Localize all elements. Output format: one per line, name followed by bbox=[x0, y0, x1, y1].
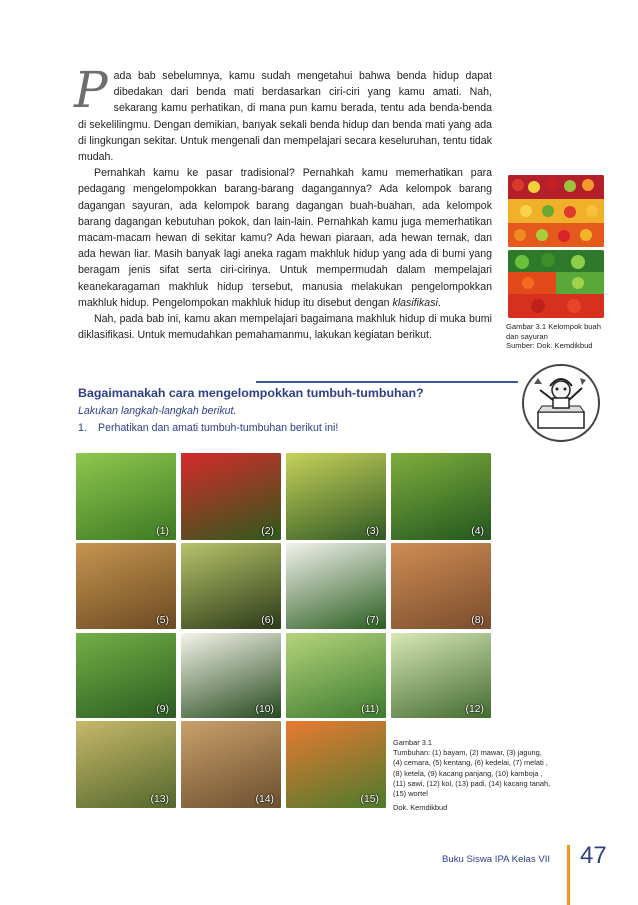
plant-photo-label: (15) bbox=[360, 794, 379, 805]
intro-text bbox=[74, 61, 492, 343]
plant-photo-14 bbox=[181, 721, 281, 808]
plant-photo-label: (10) bbox=[255, 704, 274, 715]
plant-photo-label: (8) bbox=[471, 615, 484, 626]
vegetable-piles-icon bbox=[508, 250, 604, 318]
intro-paragraph-3: Nah, pada bab ini, kamu akan mempelajari bagaimana makhluk hidup di muka bumi diklasifikasi. Untuk memudahkan pemahamanmu, lakukan kegiatan berikut. bbox=[78, 313, 492, 342]
plant-photo-1 bbox=[76, 453, 176, 540]
plant-photo-label: (4) bbox=[471, 526, 484, 537]
mascot-illustration bbox=[522, 364, 600, 442]
footer-book-title: Buku Siswa IPA Kelas VII bbox=[442, 854, 551, 865]
figure-caption-line-3: (4) cemara, (5) kentang, (6) kedelai, (7) melati , bbox=[393, 758, 548, 768]
plant-photo-13 bbox=[76, 721, 176, 808]
fruit-market-photo bbox=[508, 175, 604, 247]
plant-photo-label: (3) bbox=[366, 526, 379, 537]
plant-photo-label: (11) bbox=[361, 704, 379, 715]
figure-caption-title: Gambar 3.1 bbox=[393, 738, 433, 747]
plant-photo-10 bbox=[181, 633, 281, 718]
plant-photo-3 bbox=[286, 453, 386, 540]
intro-paragraph-1: ada bab sebelumnya, kamu sudah mengetahui bahwa benda hidup dapat dibedakan dari benda mati berdasarkan ciri-ciri yang kamu amati. Nah, sekarang kamu perhatikan, di mana pun kamu berada, tentu ada benda-benda di sekelilingmu. Dengan demikian, banyak sekali benda hidup dan benda mati yang ada di lingkungan sekitar. Untuk mengenali dan mempelajari secara keseluruhan, tentu tidak mudah. bbox=[78, 70, 492, 164]
plant-photo-11 bbox=[286, 633, 386, 718]
plant-photo-label: (9) bbox=[156, 704, 169, 715]
plant-photo-12 bbox=[391, 633, 491, 718]
vegetable-market-photo bbox=[508, 250, 604, 318]
side-caption-line-1: Gambar 3.1 Kelompok buah bbox=[506, 322, 601, 331]
side-caption-source: Sumber: Dok. Kemdikbud bbox=[506, 341, 593, 350]
fruit-piles-icon bbox=[508, 175, 604, 247]
intro-paragraph-2 bbox=[78, 165, 492, 311]
step-text: Perhatikan dan amati tumbuh-tumbuhan berikut ini! bbox=[98, 422, 339, 434]
plant-photo-label: (5) bbox=[156, 615, 169, 626]
figure-caption-line-6: (15) wortel bbox=[393, 789, 428, 799]
plant-photo-label: (13) bbox=[150, 794, 169, 805]
term-klasifikasi: klasifikasi bbox=[392, 296, 438, 309]
figure-caption bbox=[393, 738, 563, 813]
heading-rule bbox=[256, 381, 518, 383]
scientist-mascot-icon bbox=[524, 366, 598, 440]
intro-paragraph-2-end: . bbox=[437, 296, 441, 309]
plant-photo-9 bbox=[76, 633, 176, 718]
plant-photo-15 bbox=[286, 721, 386, 808]
plant-photo-label: (12) bbox=[465, 704, 484, 715]
plant-photo-2 bbox=[181, 453, 281, 540]
figure-caption-source: Dok. Kemdikbud bbox=[393, 803, 448, 813]
footer-divider bbox=[567, 845, 570, 905]
plant-photo-label: (1) bbox=[156, 526, 169, 537]
figure-caption-line-5: (11) sawi, (12) kol, (13) padi, (14) kacang tanah, bbox=[393, 778, 551, 788]
plant-photo-label: (7) bbox=[366, 615, 379, 626]
activity-step-1 bbox=[78, 422, 338, 434]
plant-photo-5 bbox=[76, 543, 176, 629]
plant-photo-4 bbox=[391, 453, 491, 540]
figure-caption-line-2: Tumbuhan: (1) bayam, (2) mawar, (3) jagung, bbox=[393, 748, 542, 758]
step-number: 1. bbox=[78, 422, 87, 434]
plant-photo-7 bbox=[286, 543, 386, 629]
drop-cap: P bbox=[74, 61, 108, 119]
intro-paragraph-2-text: Pernahkah kamu ke pasar tradisional? Pernahkah kamu memerhatikan para pedagang mengelompokkan barang-barang dagangannya? Ada kelompok barang dagangan sayuran, ada kelompok barang dagangan buah-buahan, ada kelompok barang dagangan kebutuhan pokok, dan lain-lain. Pernahkah kamu juga memerhatikan macam-macam hewan di sekitar kamu? Ada hewan piaraan, ada hewan ternak, dan ada hewan liar. Masih banyak lagi aneka ragam makhluk hidup yang ada di bumi yang beragam jenis sifat serta ciri-cirinya. Untuk mempermudah dalam mempelajari keanekaragaman makhluk hidup tersebut, manusia melakukan pengelompokkan makhluk hidup. Pengelompokan makhluk hidup itu disebut dengan bbox=[78, 167, 492, 309]
page-number: 47 bbox=[580, 842, 607, 869]
side-caption-line-2: dan sayuran bbox=[506, 331, 548, 341]
activity-subheading: Lakukan langkah-langkah berikut. bbox=[78, 405, 237, 417]
plant-photo-8 bbox=[391, 543, 491, 629]
plant-photo-label: (6) bbox=[261, 615, 274, 626]
plant-photo-label: (14) bbox=[255, 794, 274, 805]
side-figure-caption bbox=[506, 322, 616, 351]
plant-photo-6 bbox=[181, 543, 281, 629]
plant-photo-label: (2) bbox=[261, 526, 274, 537]
activity-heading: Bagaimanakah cara mengelompokkan tumbuh-tumbuhan? bbox=[78, 386, 424, 400]
figure-caption-line-4: (8) ketela, (9) kacang panjang, (10) kamboja , bbox=[393, 768, 543, 778]
